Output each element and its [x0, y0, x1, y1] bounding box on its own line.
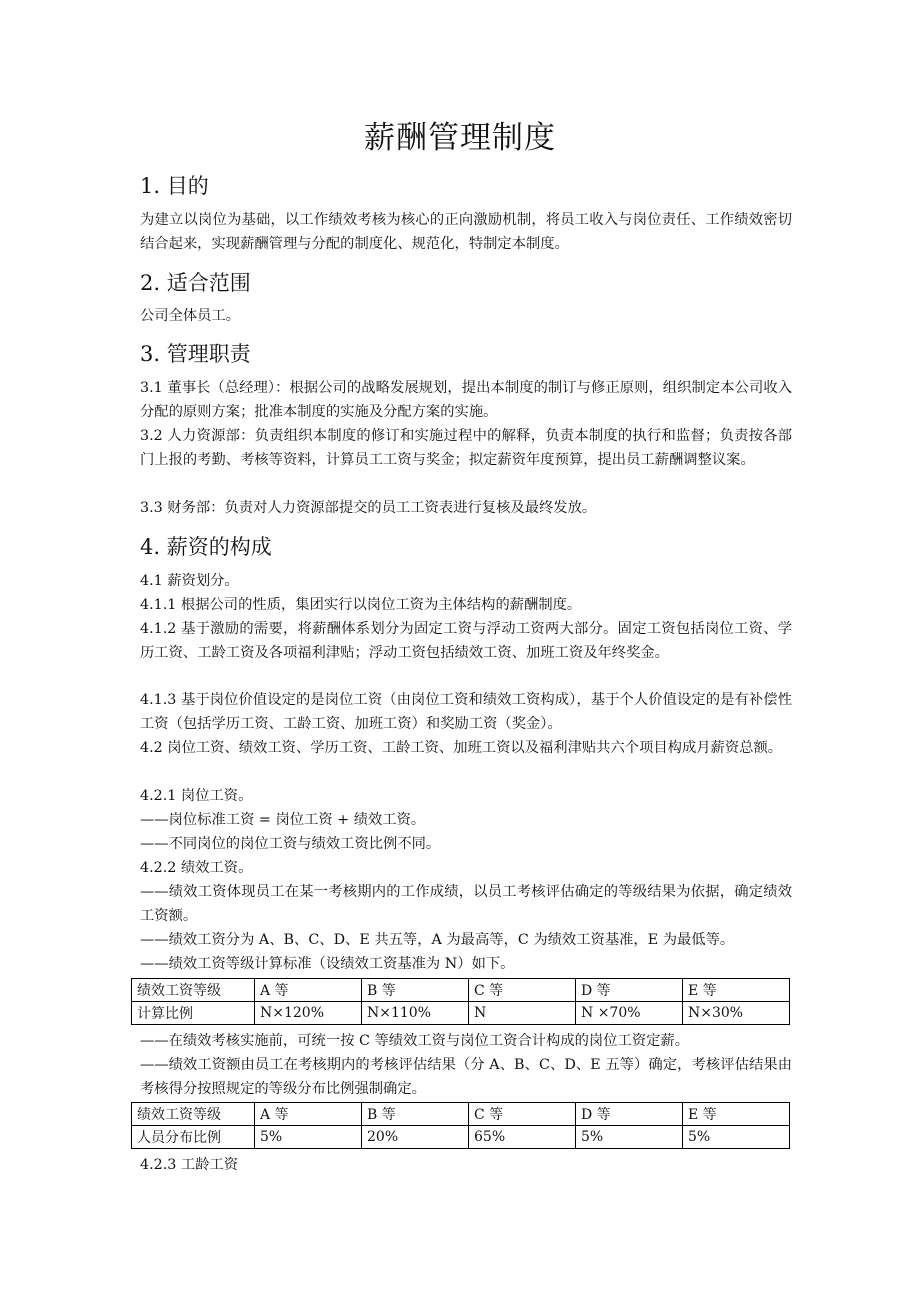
table-cell: 5% [576, 1126, 683, 1149]
table-cell: E 等 [683, 1103, 790, 1126]
table-cell: D 等 [576, 1103, 683, 1126]
paragraph-4-1-2: 4.1.2 基于激励的需要，将薪酬体系划分为固定工资与浮动工资两大部分。固定工资包括岗位工资、学历工资、工龄工资及各项福利津贴；浮动工资包括绩效工资、加班工资及年终奖金。 [140, 621, 792, 661]
paragraph-4-2-1: 4.2.1 岗位工资。 [140, 788, 253, 804]
table-cell: C 等 [469, 979, 576, 1002]
table-cell: 人员分布比例 [132, 1126, 255, 1149]
table-cell: C 等 [469, 1103, 576, 1126]
section-1-body: 为建立以岗位为基础，以工作绩效考核为核心的正向激励机制，将员工收入与岗位责任、工作绩效密切结合起来，实现薪酬管理与分配的制度化、规范化，特制定本制度。 [140, 212, 792, 252]
paragraph-3-3: 3.3 财务部：负责对人力资源部提交的员工工资表进行复核及最终发放。 [140, 500, 597, 516]
paragraph-4-1-3: 4.1.3 基于岗位价值设定的是岗位工资（由岗位工资和绩效工资构成），基于个人价值设定的是有补偿性工资（包括学历工资、工龄工资、加班工资）和奖励工资（奖金）。 [140, 692, 792, 732]
table-row [132, 1002, 790, 1025]
table-cell: N ×70% [576, 1002, 683, 1025]
calc-standard-line: ——绩效工资等级计算标准（设绩效工资基准为 N）如下。 [140, 956, 515, 972]
table-cell: 绩效工资等级 [132, 1103, 255, 1126]
distribution-ratio-table [131, 1102, 790, 1149]
pre-assessment-line: ——在绩效考核实施前，可统一按 C 等绩效工资与岗位工资合计构成的岗位工资定薪。 [140, 1033, 690, 1049]
paragraph-3-1: 3.1 董事长（总经理）：根据公司的战略发展规划，提出本制度的制订与修正原则，组织制定本公司收入分配的原则方案；批准本制度的实施及分配方案的实施。 [140, 380, 792, 420]
table-cell: N×30% [683, 1002, 790, 1025]
table-cell: E 等 [683, 979, 790, 1002]
table-row [132, 979, 790, 1002]
paragraph-4-2-3: 4.2.3 工龄工资 [140, 1157, 239, 1173]
paragraph-3-2: 3.2 人力资源部：负责组织本制度的修订和实施过程中的解释，负责本制度的执行和监督；负责按各部门上报的考勤、考核等资料，计算员工工资与奖金；拟定薪资年度预算，提出员工薪酬调整议案。 [140, 428, 792, 468]
assessment-result-line: ——绩效工资额由员工在考核期内的考核评估结果（分 A、B、C、D、E 五等）确定，考核评估结果由考核得分按照规定的等级分布比例强制确定。 [140, 1057, 792, 1097]
table-cell: D 等 [576, 979, 683, 1002]
section-2-body: 公司全体员工。 [140, 308, 241, 324]
ratio-note-line: ——不同岗位的岗位工资与绩效工资比例不同。 [140, 836, 441, 852]
table-cell: 20% [362, 1126, 469, 1149]
table-row [132, 1103, 790, 1126]
section-heading-2: 2. 适合范围 [140, 271, 251, 295]
section-heading-3: 3. 管理职责 [140, 342, 251, 366]
section-heading-4: 4. 薪资的构成 [140, 535, 272, 559]
table-cell: B 等 [362, 979, 469, 1002]
grade-desc-line: ——绩效工资分为 A、B、C、D、E 共五等，A 为最高等，C 为绩效工资基准，E 为最低等。 [140, 932, 735, 948]
table-cell: 计算比例 [132, 1002, 255, 1025]
calc-ratio-table [131, 978, 790, 1025]
paragraph-4-1: 4.1 薪资划分。 [140, 573, 239, 589]
table-cell: N [469, 1002, 576, 1025]
table-cell: 5% [255, 1126, 362, 1149]
table-cell: B 等 [362, 1103, 469, 1126]
formula-line: ——岗位标准工资 = 岗位工资 + 绩效工资。 [140, 812, 426, 828]
table-cell: N×110% [362, 1002, 469, 1025]
section-heading-1: 1. 目的 [140, 174, 209, 198]
paragraph-4-2: 4.2 岗位工资、绩效工资、学历工资、工龄工资、加班工资以及福利津贴共六个项目构成月薪资总额。 [140, 740, 783, 756]
performance-desc-line: ——绩效工资体现员工在某一考核期内的工作成绩，以员工考核评估确定的等级结果为依据，确定绩效工资额。 [140, 884, 792, 924]
table-cell: 65% [469, 1126, 576, 1149]
table-cell: A 等 [255, 979, 362, 1002]
paragraph-4-1-1: 4.1.1 根据公司的性质，集团实行以岗位工资为主体结构的薪酬制度。 [140, 597, 582, 613]
paragraph-4-2-2: 4.2.2 绩效工资。 [140, 860, 253, 876]
table-cell: 5% [683, 1126, 790, 1149]
table-cell: 绩效工资等级 [132, 979, 255, 1002]
table-cell: N×120% [255, 1002, 362, 1025]
table-row [132, 1126, 790, 1149]
table-cell: A 等 [255, 1103, 362, 1126]
page-title: 薪酬管理制度 [364, 120, 556, 156]
